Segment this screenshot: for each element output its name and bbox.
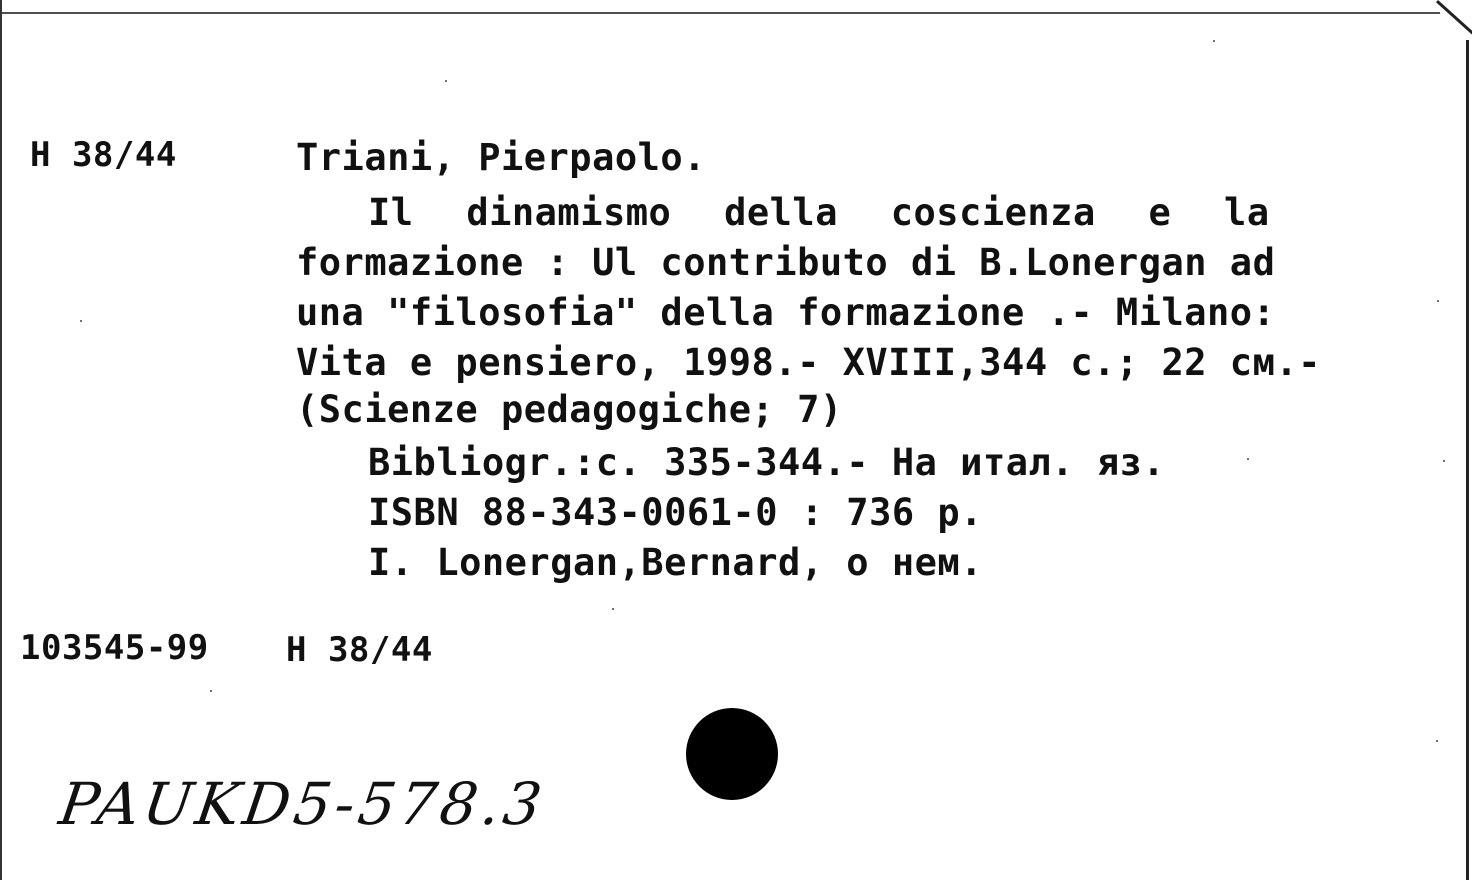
scan-speck <box>1247 458 1249 460</box>
scan-speck <box>210 690 212 692</box>
card-left-edge <box>0 0 2 880</box>
call-number-top: H 38/44 <box>30 135 177 175</box>
card-right-edge <box>1466 40 1469 880</box>
title-line-5: (Scienze pedagogiche; 7) <box>296 388 843 431</box>
handwritten-code: PAUKD5-578.3 <box>55 770 550 838</box>
scan-speck <box>1436 740 1438 742</box>
punch-hole <box>686 708 778 800</box>
title-line-2: formazione : Ul contributo di B.Lonergan ad <box>296 241 1276 284</box>
note-bibliography: Bibliogr.:c. 335-344.- На итал. яз. <box>368 441 1166 484</box>
author-heading: Triani, Pierpaolo. <box>296 136 706 179</box>
scan-speck <box>445 80 447 82</box>
scan-speck <box>1213 40 1215 42</box>
accession-number: 103545-99 <box>20 628 209 668</box>
note-isbn: ISBN 88-343-0061-0 : 736 р. <box>368 491 983 534</box>
card-cut-corner <box>1436 0 1472 34</box>
scan-speck <box>1443 460 1445 462</box>
title-line-3: una "filosofia" della formazione .- Milano: <box>296 291 1276 334</box>
call-number-bottom: H 38/44 <box>286 630 433 670</box>
note-added-entry: I. Lonergan,Bernard, о нем. <box>368 541 983 584</box>
card-top-edge <box>0 12 1440 14</box>
title-line-4: Vita e pensiero, 1998.- XVIII,344 с.; 22 см.- <box>296 341 1321 384</box>
scan-speck <box>80 320 82 322</box>
scan-speck <box>1437 300 1439 302</box>
scan-speck <box>612 608 614 610</box>
title-line-1: Il dinamismo della coscienza e la <box>368 191 1270 234</box>
